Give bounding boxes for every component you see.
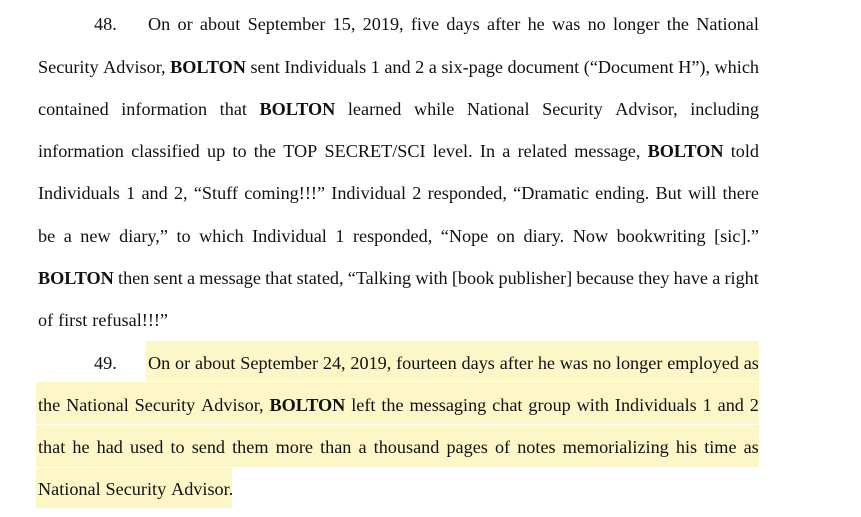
paragraph-line [38,52,759,82]
word: them [232,437,269,457]
word: left [351,395,376,415]
word: On [148,353,171,373]
word: Security [38,57,99,77]
word: 1 [370,57,380,77]
word: no [587,14,606,34]
word: told [730,141,759,161]
word: five [410,14,440,34]
word: first [58,310,88,330]
word: to [176,226,191,246]
word: because [576,268,634,288]
word: BOLTON [269,395,346,415]
word: up [207,141,226,161]
word: H”), [678,57,710,77]
word: group [528,395,571,415]
word: publisher] [498,268,573,288]
word: a [358,437,367,457]
word: after [487,14,521,34]
word: stated, [296,268,344,288]
word: ending. [595,183,650,203]
paragraph-line [38,305,759,335]
word: the [253,141,277,161]
word: had [96,437,123,457]
paragraph-line [148,9,759,39]
word: sent [250,57,280,77]
word: “Nope [440,226,489,246]
word: diary,” [119,226,168,246]
word: he [72,437,90,457]
word: Security [542,99,603,119]
word: no [592,353,612,373]
word: thousand [373,437,440,457]
word: 2, [173,183,188,203]
word: to [232,141,247,161]
word: about [195,353,236,373]
word: he [537,353,555,373]
word: contained [38,99,109,119]
word: 2019, [350,353,392,373]
word: used [130,437,164,457]
word: Advisor, [103,57,166,77]
word: time [704,437,737,457]
word: “Stuff [193,183,238,203]
word: Now [572,226,609,246]
word: including [690,99,759,119]
word: SECRET/SCI [324,141,426,161]
word: information [121,99,208,119]
word: the [381,395,404,415]
word: of [38,310,54,330]
word: a [502,141,511,161]
word: Advisor, [201,395,264,415]
word: 2 [415,57,425,77]
word: have [673,268,709,288]
word: send [191,437,226,457]
word: be [38,226,56,246]
word: or [177,14,193,34]
paragraph-line [38,136,759,166]
word: classified [131,141,200,161]
paragraph-line [38,221,759,251]
word: messaging [409,395,487,415]
word: related [517,141,568,161]
word: longer [613,14,660,34]
word: refusal!!!” [92,310,169,330]
word: 24, [322,353,346,373]
word: days [446,14,480,34]
word: document [507,57,580,77]
word: new [80,226,111,246]
word: was [559,353,589,373]
word: But [655,183,682,203]
word: which [714,57,759,77]
word: 2 [412,183,422,203]
word: he [527,14,545,34]
word: National [696,14,759,34]
word: BOLTON [38,268,114,288]
word: that [38,437,66,457]
word: than [320,437,352,457]
word: [book [451,268,495,288]
word: 2019, [362,14,404,34]
word: memorializing [562,437,669,457]
word: was [552,14,581,34]
word: Security [105,479,167,499]
paragraph-line [38,178,759,208]
word: coming!!!” [244,183,326,203]
word: 15, [332,14,356,34]
word: On [148,14,171,34]
word: BOLTON [259,99,336,119]
word: National [38,479,101,499]
word: message [199,268,261,288]
word: “Talking [347,268,412,288]
word: while [413,99,455,119]
word: 1 [702,395,712,415]
word: there [722,183,759,203]
word: Individuals [284,57,367,77]
paragraph-line [38,263,759,293]
word: diary. [523,226,565,246]
word: September [240,353,319,373]
word: with [576,395,610,415]
word: Security [134,395,196,415]
word: 2 [749,395,759,415]
word: fourteen [396,353,457,373]
word: that [219,99,247,119]
word: his [675,437,698,457]
word: Individual [252,226,327,246]
word: a [428,57,437,77]
word: notes [517,437,556,457]
word: then [118,268,150,288]
paragraph-line [38,432,759,462]
word: employed [667,353,739,373]
word: “Dramatic [513,183,589,203]
word: six-page [441,57,503,77]
word: learned [347,99,402,119]
word: Individuals [614,395,697,415]
word: as [743,353,759,373]
word: (“Document [583,57,674,77]
paragraph-line [148,348,759,378]
word: on [496,226,515,246]
word: longer [615,353,663,373]
word: 1 [335,226,345,246]
word: which [199,226,244,246]
word: level. [432,141,473,161]
word: a [63,226,72,246]
word: Advisor. [171,479,234,499]
word: pages [446,437,488,457]
word: that [265,268,293,288]
word: a [187,268,196,288]
paragraph-line [38,474,759,504]
word: TOP [283,141,318,161]
word: National [466,99,530,119]
word: of [494,437,511,457]
word: bookwriting [616,226,706,246]
word: as [743,437,759,457]
word: responded, [352,226,433,246]
word: In [479,141,496,161]
word: Advisor, [615,99,678,119]
word: to [170,437,185,457]
paragraph-number: 48. [94,14,117,34]
word: and [141,183,168,203]
word: will [688,183,717,203]
word: a [712,268,721,288]
word: and [717,395,744,415]
word: after [499,353,533,373]
word: BOLTON [170,57,246,77]
word: responded, [427,183,507,203]
word: [sic].” [714,226,759,246]
word: Individual [331,183,407,203]
word: the [38,395,61,415]
word: about [199,14,241,34]
word: they [638,268,670,288]
word: more [275,437,313,457]
word: 1 [126,183,136,203]
word: chat [492,395,523,415]
word: or [175,353,191,373]
word: with [415,268,448,288]
word: and [384,57,411,77]
word: Individuals [38,183,120,203]
word: days [461,353,495,373]
word: right [724,268,759,288]
paragraph-line [38,94,759,124]
word: message, [574,141,641,161]
word: sent [153,268,183,288]
word: National [66,395,129,415]
word: September [247,14,326,34]
word: BOLTON [647,141,724,161]
paragraph-line [38,390,759,420]
word: information [38,141,124,161]
paragraph-number: 49. [94,353,117,373]
word: the [666,14,689,34]
